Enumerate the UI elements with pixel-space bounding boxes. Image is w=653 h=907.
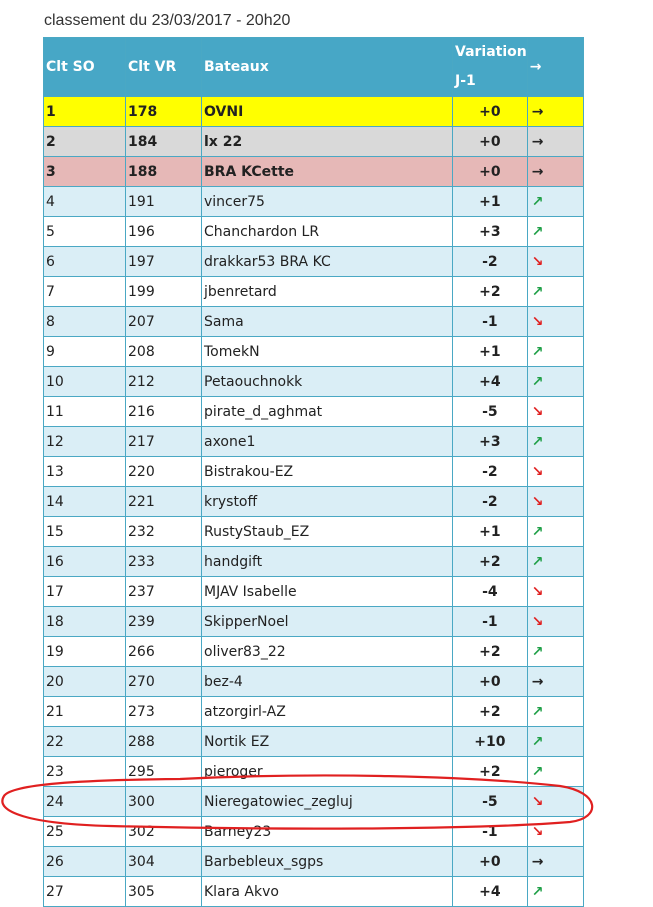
- cell-clt-so: 17: [44, 577, 126, 607]
- table-row: [44, 247, 584, 277]
- cell-trend-arrow: ↘: [527, 247, 583, 277]
- cell-variation: +2: [453, 697, 528, 727]
- cell-trend-arrow: ↘: [527, 817, 583, 847]
- cell-clt-vr: 300: [126, 787, 202, 817]
- ranking-table: [43, 37, 584, 907]
- cell-variation: +0: [453, 157, 528, 187]
- cell-trend-arrow: ↗: [527, 187, 583, 217]
- cell-boat-name: Barbebleux_sgps: [202, 847, 453, 877]
- header-trend: →: [527, 38, 583, 97]
- cell-clt-vr: 178: [126, 97, 202, 127]
- cell-clt-vr: 220: [126, 457, 202, 487]
- cell-boat-name: oliver83_22: [202, 637, 453, 667]
- cell-variation: +3: [453, 427, 528, 457]
- cell-variation: +0: [453, 97, 528, 127]
- cell-trend-arrow: ↗: [527, 697, 583, 727]
- cell-variation: -1: [453, 607, 528, 637]
- cell-trend-arrow: ↗: [527, 757, 583, 787]
- cell-trend-arrow: →: [527, 157, 583, 187]
- cell-trend-arrow: ↘: [527, 607, 583, 637]
- cell-variation: -5: [453, 787, 528, 817]
- cell-boat-name: atzorgirl-AZ: [202, 697, 453, 727]
- cell-clt-so: 26: [44, 847, 126, 877]
- cell-trend-arrow: ↗: [527, 637, 583, 667]
- cell-variation: -4: [453, 577, 528, 607]
- cell-clt-so: 6: [44, 247, 126, 277]
- cell-clt-vr: 208: [126, 337, 202, 367]
- cell-trend-arrow: →: [527, 97, 583, 127]
- cell-trend-arrow: →: [527, 127, 583, 157]
- cell-boat-name: lx 22: [202, 127, 453, 157]
- table-row: [44, 667, 584, 697]
- table-row: [44, 97, 584, 127]
- cell-variation: +1: [453, 337, 528, 367]
- cell-trend-arrow: ↗: [527, 517, 583, 547]
- cell-boat-name: Barney23: [202, 817, 453, 847]
- cell-boat-name: Sama: [202, 307, 453, 337]
- cell-boat-name: OVNI: [202, 97, 453, 127]
- cell-variation: -1: [453, 817, 528, 847]
- cell-boat-name: Nortik EZ: [202, 727, 453, 757]
- cell-clt-so: 3: [44, 157, 126, 187]
- ranking-table-header: [44, 38, 584, 97]
- cell-clt-vr: 305: [126, 877, 202, 907]
- table-row: [44, 607, 584, 637]
- cell-boat-name: MJAV Isabelle: [202, 577, 453, 607]
- cell-trend-arrow: ↗: [527, 877, 583, 907]
- cell-variation: +10: [453, 727, 528, 757]
- cell-clt-so: 5: [44, 217, 126, 247]
- cell-clt-so: 20: [44, 667, 126, 697]
- cell-clt-vr: 295: [126, 757, 202, 787]
- cell-boat-name: RustyStaub_EZ: [202, 517, 453, 547]
- table-row: [44, 157, 584, 187]
- table-row: [44, 367, 584, 397]
- cell-trend-arrow: ↘: [527, 787, 583, 817]
- table-row: [44, 457, 584, 487]
- ranking-caption: classement du 23/03/2017 - 20h20: [44, 12, 291, 29]
- cell-clt-so: 19: [44, 637, 126, 667]
- cell-variation: -2: [453, 247, 528, 277]
- cell-clt-vr: 217: [126, 427, 202, 457]
- cell-clt-vr: 266: [126, 637, 202, 667]
- cell-clt-so: 27: [44, 877, 126, 907]
- cell-boat-name: axone1: [202, 427, 453, 457]
- cell-clt-vr: 237: [126, 577, 202, 607]
- cell-clt-so: 13: [44, 457, 126, 487]
- table-row: [44, 817, 584, 847]
- cell-clt-vr: 302: [126, 817, 202, 847]
- cell-boat-name: TomekN: [202, 337, 453, 367]
- cell-variation: +4: [453, 877, 528, 907]
- cell-boat-name: SkipperNoel: [202, 607, 453, 637]
- cell-variation: +2: [453, 547, 528, 577]
- header-variation: [453, 38, 528, 97]
- cell-clt-so: 7: [44, 277, 126, 307]
- cell-trend-arrow: ↘: [527, 577, 583, 607]
- cell-clt-so: 9: [44, 337, 126, 367]
- ranking-table-body: [44, 97, 584, 907]
- cell-clt-so: 1: [44, 97, 126, 127]
- cell-clt-so: 18: [44, 607, 126, 637]
- cell-clt-so: 16: [44, 547, 126, 577]
- cell-clt-vr: 232: [126, 517, 202, 547]
- table-row: [44, 427, 584, 457]
- cell-clt-vr: 216: [126, 397, 202, 427]
- cell-clt-vr: 233: [126, 547, 202, 577]
- cell-boat-name: BRA KCette: [202, 157, 453, 187]
- cell-clt-vr: 221: [126, 487, 202, 517]
- cell-variation: -2: [453, 487, 528, 517]
- table-row: [44, 757, 584, 787]
- table-row: [44, 307, 584, 337]
- table-row: [44, 127, 584, 157]
- header-bateaux: Bateaux: [202, 38, 453, 97]
- cell-variation: +4: [453, 367, 528, 397]
- cell-trend-arrow: ↗: [527, 337, 583, 367]
- cell-boat-name: vincer75: [202, 187, 453, 217]
- table-row: [44, 577, 584, 607]
- table-row: [44, 517, 584, 547]
- cell-trend-arrow: →: [527, 847, 583, 877]
- cell-trend-arrow: ↗: [527, 427, 583, 457]
- cell-clt-vr: 197: [126, 247, 202, 277]
- cell-clt-so: 22: [44, 727, 126, 757]
- cell-boat-name: bez-4: [202, 667, 453, 697]
- cell-boat-name: pieroger: [202, 757, 453, 787]
- cell-clt-so: 25: [44, 817, 126, 847]
- cell-trend-arrow: ↘: [527, 487, 583, 517]
- cell-clt-vr: 188: [126, 157, 202, 187]
- cell-clt-vr: 288: [126, 727, 202, 757]
- cell-clt-so: 12: [44, 427, 126, 457]
- cell-clt-so: 15: [44, 517, 126, 547]
- cell-trend-arrow: ↗: [527, 217, 583, 247]
- cell-variation: +3: [453, 217, 528, 247]
- cell-trend-arrow: ↗: [527, 727, 583, 757]
- table-row: [44, 697, 584, 727]
- cell-clt-vr: 191: [126, 187, 202, 217]
- cell-variation: +1: [453, 517, 528, 547]
- cell-trend-arrow: →: [527, 667, 583, 697]
- table-row: [44, 277, 584, 307]
- cell-clt-vr: 184: [126, 127, 202, 157]
- cell-boat-name: Klara Akvo: [202, 877, 453, 907]
- table-row: [44, 397, 584, 427]
- cell-variation: -1: [453, 307, 528, 337]
- cell-boat-name: Petaouchnokk: [202, 367, 453, 397]
- cell-clt-so: 21: [44, 697, 126, 727]
- header-clt-so: Clt SO: [44, 38, 126, 97]
- cell-boat-name: Bistrakou-EZ: [202, 457, 453, 487]
- cell-clt-so: 23: [44, 757, 126, 787]
- table-row: [44, 877, 584, 907]
- table-row: [44, 637, 584, 667]
- cell-variation: -2: [453, 457, 528, 487]
- cell-clt-vr: 270: [126, 667, 202, 697]
- cell-variation: -5: [453, 397, 528, 427]
- cell-clt-so: 4: [44, 187, 126, 217]
- cell-clt-vr: 199: [126, 277, 202, 307]
- table-row: [44, 217, 584, 247]
- cell-clt-so: 10: [44, 367, 126, 397]
- cell-clt-vr: 212: [126, 367, 202, 397]
- cell-variation: +2: [453, 757, 528, 787]
- table-row: [44, 547, 584, 577]
- table-row: [44, 787, 584, 817]
- cell-boat-name: handgift: [202, 547, 453, 577]
- cell-trend-arrow: ↘: [527, 397, 583, 427]
- cell-variation: +0: [453, 127, 528, 157]
- cell-variation: +2: [453, 637, 528, 667]
- cell-trend-arrow: ↘: [527, 307, 583, 337]
- cell-clt-so: 14: [44, 487, 126, 517]
- cell-trend-arrow: ↗: [527, 277, 583, 307]
- header-variation-line2: J-1: [455, 73, 476, 89]
- cell-clt-so: 8: [44, 307, 126, 337]
- cell-boat-name: jbenretard: [202, 277, 453, 307]
- cell-trend-arrow: ↘: [527, 457, 583, 487]
- cell-variation: +0: [453, 847, 528, 877]
- table-row: [44, 847, 584, 877]
- table-row: [44, 337, 584, 367]
- cell-trend-arrow: ↗: [527, 547, 583, 577]
- table-row: [44, 487, 584, 517]
- cell-clt-so: 24: [44, 787, 126, 817]
- header-clt-vr: Clt VR: [126, 38, 202, 97]
- cell-variation: +2: [453, 277, 528, 307]
- cell-clt-vr: 304: [126, 847, 202, 877]
- cell-boat-name: Nieregatowiec_zegluj: [202, 787, 453, 817]
- cell-boat-name: Chanchardon LR: [202, 217, 453, 247]
- table-row: [44, 727, 584, 757]
- cell-clt-vr: 273: [126, 697, 202, 727]
- cell-boat-name: pirate_d_aghmat: [202, 397, 453, 427]
- cell-variation: +0: [453, 667, 528, 697]
- cell-clt-vr: 207: [126, 307, 202, 337]
- cell-clt-so: 11: [44, 397, 126, 427]
- cell-boat-name: krystoff: [202, 487, 453, 517]
- cell-clt-vr: 196: [126, 217, 202, 247]
- cell-clt-so: 2: [44, 127, 126, 157]
- cell-variation: +1: [453, 187, 528, 217]
- cell-trend-arrow: ↗: [527, 367, 583, 397]
- cell-boat-name: drakkar53 BRA KC: [202, 247, 453, 277]
- cell-clt-vr: 239: [126, 607, 202, 637]
- table-row: [44, 187, 584, 217]
- header-variation-line1: Variation: [455, 44, 527, 60]
